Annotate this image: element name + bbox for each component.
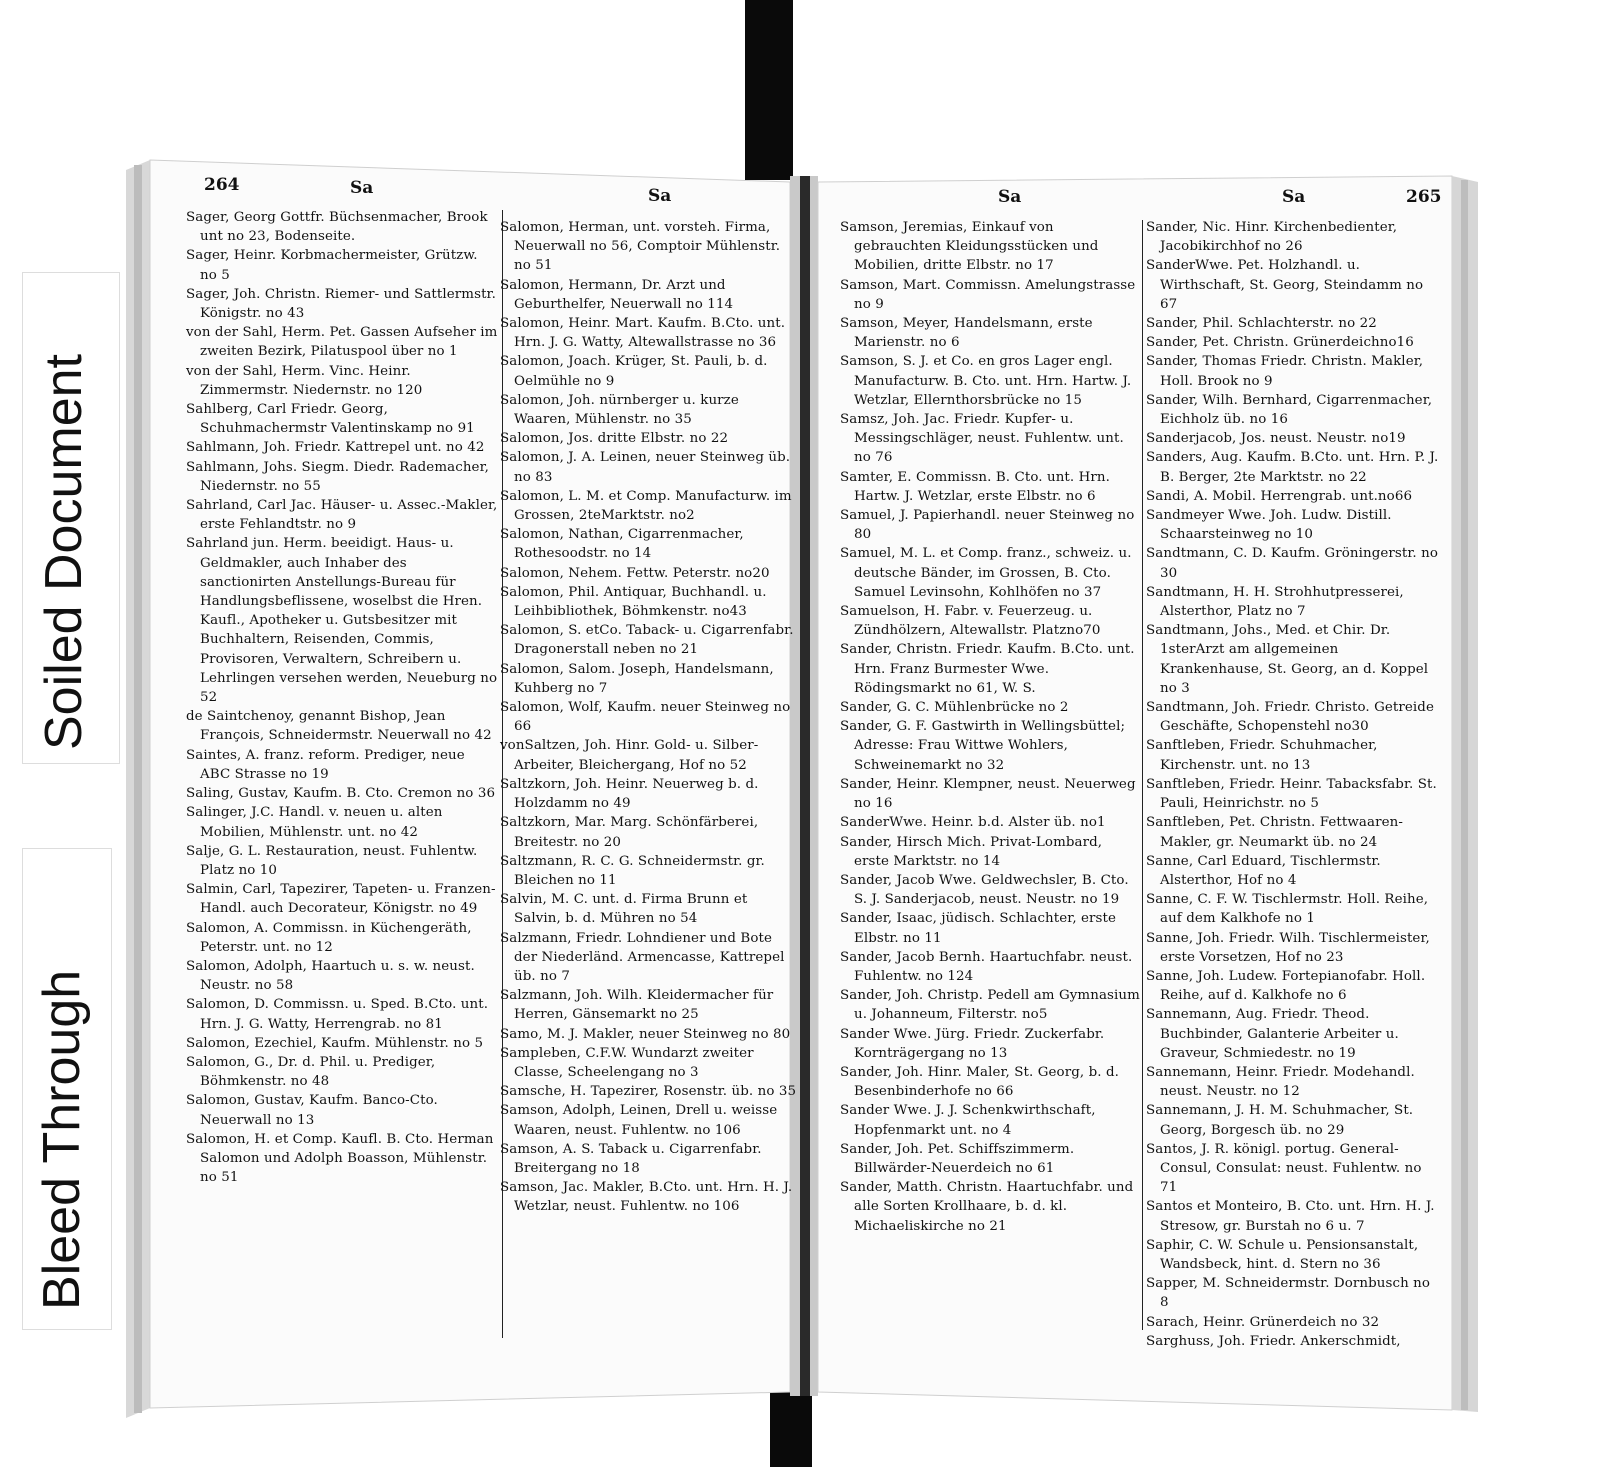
directory-entry: Sander, Phil. Schlachterstr. no 22 [1146, 316, 1377, 332]
directory-entry: Saintes, A. franz. reform. Prediger, neue ABC Strasse no 19 [186, 747, 465, 782]
directory-entry: Samter, E. Commissn. B. Cto. unt. Hrn. Hartw. J. Wetzlar, erste Elbstr. no 6 [840, 469, 1110, 504]
directory-entry: Sandtmann, Johs., Med. et Chir. Dr. 1sterArzt am allgemeinen Krankenhause, St. Georg, an d. Koppel no 3 [1146, 623, 1429, 696]
directory-entry: Salomon, Ezechiel, Kaufm. Mühlenstr. no 5 [186, 1035, 484, 1051]
directory-entry: Salzmann, Friedr. Lohndiener und Bote der Niederländ. Armencasse, Kattrepel üb. no 7 [500, 930, 785, 984]
directory-entry: Salomon, Herman, unt. vorsteh. Firma, Neuerwall no 56, Comptoir Mühlenstr. no 51 [500, 220, 781, 274]
directory-entry: Salomon, Nehem. Fettw. Peterstr. no20 [500, 565, 770, 581]
directory-entry: Samuel, J. Papierhandl. neuer Steinweg no 80 [840, 508, 1135, 543]
left-page-column-2 [500, 218, 798, 1217]
directory-entry: Sandi, A. Mobil. Herrengrab. unt.no66 [1146, 488, 1413, 504]
directory-entry: Salzmann, Joh. Wilh. Kleidermacher für Herren, Gänsemarkt no 25 [500, 988, 774, 1023]
directory-entry: Samson, Jac. Makler, B.Cto. unt. Hrn. H. J. Wetzlar, neust. Fuhlentw. no 106 [500, 1180, 793, 1215]
directory-entry: Samson, Mart. Commissn. Amelungstrasse no 9 [840, 277, 1136, 312]
directory-entry: vonSaltzen, Joh. Hinr. Gold- u. Silber-Arbeiter, Bleichergang, Hof no 52 [500, 738, 759, 773]
directory-entry: Sander, Matth. Christn. Haartuchfabr. und alle Sorten Krollhaare, b. d. kl. Michaeliskirche no 21 [840, 1180, 1134, 1234]
directory-entry: Samson, Meyer, Handelsmann, erste Marienstr. no 6 [840, 316, 1093, 351]
directory-entry: Sanne, C. F. W. Tischlermstr. Holl. Reihe, auf dem Kalkhofe no 1 [1146, 892, 1429, 927]
directory-entry: Santos et Monteiro, B. Cto. unt. Hrn. H. J. Stresow, gr. Burstah no 6 u. 7 [1146, 1199, 1435, 1234]
directory-entry: Salvin, M. C. unt. d. Firma Brunn et Salvin, b. d. Mühren no 54 [500, 892, 748, 927]
directory-entry: Salomon, Phil. Antiquar, Buchhandl. u. Leihbibliothek, Böhmkenstr. no43 [500, 584, 767, 620]
directory-entry: Salmin, Carl, Tapezirer, Tapeten- u. Franzen-Handl. auch Decorateur, Königstr. no 49 [186, 882, 496, 917]
directory-entry: Sander, Jacob Bernh. Haartuchfabr. neust. Fuhlentw. no 124 [840, 949, 1133, 984]
directory-entry: Sanftleben, Friedr. Schuhmacher, Kirchenstr. unt. no 13 [1146, 738, 1378, 773]
directory-entry: Sannemann, Aug. Friedr. Theod. Buchbinder, Galanterie Arbeiter u. Graveur, Schmiedestr. no 19 [1146, 1007, 1399, 1061]
directory-entry: Salomon, Joach. Krüger, St. Pauli, b. d. Oelmühle no 9 [500, 354, 768, 389]
directory-entry: Sander, Isaac, jüdisch. Schlachter, erste Elbstr. no 11 [840, 911, 1117, 946]
directory-entry: Salomon, H. et Comp. Kaufl. B. Cto. Herman Salomon und Adolph Boasson, Mühlenstr. no 51 [186, 1131, 494, 1186]
directory-entry: Salomon, Hermann, Dr. Arzt und Geburthelfer, Neuerwall no 114 [500, 277, 734, 312]
page-number-left: 264 [204, 175, 240, 195]
running-head-left-col2: Sa [648, 186, 672, 206]
directory-entry: Salomon, G., Dr. d. Phil. u. Prediger, Böhmkenstr. no 48 [186, 1054, 436, 1090]
directory-entry: Samuelson, H. Fabr. v. Feuerzeug. u. Zündhölzern, Altewallstr. Platzno70 [840, 604, 1101, 639]
directory-entry: Sahlmann, Joh. Friedr. Kattrepel unt. no 42 [186, 440, 485, 456]
directory-entry: Sander Wwe. Jürg. Friedr. Zuckerfabr. Kornträgergang no 13 [840, 1026, 1105, 1061]
left-page-column-1 [186, 208, 498, 1187]
directory-entry: Salomon, L. M. et Comp. Manufacturw. im Grossen, 2teMarktstr. no2 [500, 488, 792, 524]
directory-entry: Saltzkorn, Joh. Heinr. Neuerweg b. d. Holzdamm no 49 [500, 776, 759, 812]
directory-entry: Sander, Pet. Christn. Grünerdeichno16 [1146, 335, 1414, 351]
directory-entry: Sannemann, J. H. M. Schuhmacher, St. Georg, Borgesch üb. no 29 [1146, 1103, 1414, 1138]
directory-entry: Salomon, Salom. Joseph, Handelsmann, Kuhberg no 7 [500, 661, 774, 696]
directory-entry: Sanders, Aug. Kaufm. B.Cto. unt. Hrn. P. J. B. Berger, 2te Marktstr. no 22 [1146, 450, 1439, 485]
directory-entry: Sandmeyer Wwe. Joh. Ludw. Distill. Schaarsteinweg no 10 [1146, 508, 1392, 543]
directory-entry: Salomon, Joh. nürnberger u. kurze Waaren, Mühlenstr. no 35 [500, 392, 739, 428]
directory-entry: Sander, Wilh. Bernhard, Cigarrenmacher, Eichholz üb. no 16 [1146, 392, 1433, 428]
directory-entry: Sanne, Joh. Friedr. Wilh. Tischlermeister, erste Vorsetzen, Hof no 23 [1146, 930, 1430, 965]
directory-entry: Sampleben, C.F.W. Wundarzt zweiter Classe, Scheelengang no 3 [500, 1045, 754, 1080]
directory-entry: Sannemann, Heinr. Friedr. Modehandl. neust. Neustr. no 12 [1146, 1064, 1415, 1100]
directory-entry: Salomon, Jos. dritte Elbstr. no 22 [500, 431, 729, 447]
directory-entry: Sander, Joh. Pet. Schiffszimmerm. Billwärder-Neuerdeich no 61 [840, 1141, 1075, 1176]
directory-entry: Sarghuss, Joh. Friedr. Ankerschmidt, [1146, 1333, 1401, 1349]
directory-entry: Sanderjacob, Jos. neust. Neustr. no19 [1146, 431, 1406, 447]
directory-entry: Salomon, J. A. Leinen, neuer Steinweg üb. no 83 [500, 450, 791, 485]
directory-entry: Samsz, Joh. Jac. Friedr. Kupfer- u. Messingschläger, neust. Fuhlentw. unt. no 76 [840, 412, 1124, 466]
directory-entry: Sahrland, Carl Jac. Häuser- u. Assec.-Makler, erste Fehlandtstr. no 9 [186, 498, 498, 533]
directory-entry: Sander, Christn. Friedr. Kaufm. B.Cto. unt. Hrn. Franz Burmester Wwe. Rödingsmarkt no 61, W. S. [840, 642, 1135, 696]
directory-entry: Sander, G. F. Gastwirth in Wellingsbüttel; Adresse: Frau Wittwe Wohlers, Schweinemarkt no 32 [840, 719, 1126, 773]
directory-entry: Sapper, M. Schneidermstr. Dornbusch no 8 [1146, 1276, 1431, 1311]
binding-tape-bottom [770, 1392, 812, 1467]
directory-entry: Samson, Jeremias, Einkauf von gebrauchten Kleidungsstücken und Mobilien, dritte Elbstr. no 17 [840, 220, 1099, 274]
directory-entry: Salinger, J.C. Handl. v. neuen u. alten Mobilien, Mühlenstr. unt. no 42 [186, 805, 443, 840]
directory-entry: Samson, Adolph, Leinen, Drell u. weisse Waaren, neust. Fuhlentw. no 106 [500, 1103, 778, 1138]
directory-entry: Samuel, M. L. et Comp. franz., schweiz. u. deutsche Bänder, im Grossen, B. Cto. Samuel Levinsohn, Kohlhöfen no 37 [840, 546, 1132, 600]
directory-entry: Saling, Gustav, Kaufm. B. Cto. Cremon no 36 [186, 786, 496, 802]
directory-entry: Sander, Jacob Wwe. Geldwechsler, B. Cto. S. J. Sanderjacob, neust. Neustr. no 19 [840, 872, 1129, 908]
directory-entry: Sander, Nic. Hinr. Kirchenbedienter, Jacobikirchhof no 26 [1146, 220, 1398, 255]
directory-entry: Sander, Thomas Friedr. Christn. Makler, Holl. Brook no 9 [1146, 354, 1424, 389]
page-number-right: 265 [1406, 187, 1442, 207]
directory-entry: Salje, G. L. Restauration, neust. Fuhlentw. Platz no 10 [186, 843, 478, 878]
directory-entry: SanderWwe. Pet. Holzhandl. u. Wirthschaft, St. Georg, Steindamm no 67 [1146, 258, 1424, 312]
right-page-column-1 [840, 218, 1140, 1236]
column-divider-right [1142, 220, 1143, 1330]
directory-entry: Sanftleben, Friedr. Heinr. Tabacksfabr. St. Pauli, Heinrichstr. no 5 [1146, 776, 1437, 812]
directory-entry: Sander, G. C. Mühlenbrücke no 2 [840, 700, 1069, 716]
directory-entry: Salomon, Heinr. Mart. Kaufm. B.Cto. unt. Hrn. J. G. Watty, Altewallstrasse no 36 [500, 316, 786, 351]
directory-entry: Sander, Hirsch Mich. Privat-Lombard, erste Marktstr. no 14 [840, 834, 1103, 869]
directory-entry: von der Sahl, Herm. Vinc. Heinr. Zimmermstr. Niedernstr. no 120 [186, 363, 423, 398]
directory-entry: Sandtmann, C. D. Kaufm. Gröningerstr. no 30 [1146, 546, 1438, 581]
directory-entry: Sanne, Joh. Ludew. Fortepianofabr. Holl. Reihe, auf d. Kalkhofe no 6 [1146, 968, 1426, 1004]
right-page-column-2 [1146, 218, 1442, 1351]
directory-entry: Sander, Joh. Christp. Pedell am Gymnasium u. Johanneum, Filterstr. no5 [840, 988, 1140, 1023]
directory-entry: Salomon, Adolph, Haartuch u. s. w. neust. Neustr. no 58 [186, 958, 475, 994]
directory-entry: Salomon, S. etCo. Taback- u. Cigarrenfabr. Dragonerstall neben no 21 [500, 623, 794, 658]
directory-entry: Salomon, D. Commissn. u. Sped. B.Cto. unt. Hrn. J. G. Watty, Herrengrab. no 81 [186, 997, 489, 1032]
directory-entry: von der Sahl, Herm. Pet. Gassen Aufseher im zweiten Bezirk, Pilatuspool über no 1 [186, 325, 498, 360]
directory-entry: Sahlmann, Johs. Siegm. Diedr. Rademacher, Niedernstr. no 55 [186, 459, 489, 494]
directory-entry: Sanftleben, Pet. Christn. Fettwaaren-Makler, gr. Neumarkt üb. no 24 [1146, 815, 1403, 850]
directory-entry: Sager, Heinr. Korbmachermeister, Grützw. no 5 [186, 248, 478, 283]
directory-entry: Sahlberg, Carl Friedr. Georg, Schuhmachermstr Valentinskamp no 91 [186, 402, 475, 437]
directory-entry: Santos, J. R. königl. portug. General-Consul, Consulat: neust. Fuhlentw. no 71 [1146, 1141, 1422, 1196]
directory-entry: Saltzkorn, Mar. Marg. Schönfärberei, Breitestr. no 20 [500, 815, 759, 850]
directory-entry: Salomon, Gustav, Kaufm. Banco-Cto. Neuerwall no 13 [186, 1093, 438, 1128]
directory-entry: Sager, Joh. Christn. Riemer- und Sattlermstr. Königstr. no 43 [186, 286, 496, 322]
directory-entry: Sander, Heinr. Klempner, neust. Neuerweg no 16 [840, 776, 1136, 812]
directory-entry: Samsche, H. Tapezirer, Rosenstr. üb. no 35 [500, 1084, 797, 1100]
directory-entry: Samson, A. S. Taback u. Cigarrenfabr. Breitergang no 18 [500, 1141, 762, 1176]
directory-entry: Sandtmann, H. H. Strohhutpresserei, Alsterthor, Platz no 7 [1146, 584, 1404, 620]
soiled-document-label: Soiled Document [35, 354, 93, 750]
directory-entry: de Saintchenoy, genannt Bishop, Jean François, Schneidermstr. Neuerwall no 42 [186, 709, 492, 744]
directory-entry: Samo, M. J. Makler, neuer Steinweg no 80 [500, 1026, 791, 1042]
directory-entry: SanderWwe. Heinr. b.d. Alster üb. no1 [840, 815, 1106, 831]
running-head-right-col1: Sa [998, 187, 1022, 207]
directory-entry: Sander, Joh. Hinr. Maler, St. Georg, b. d. Besenbinderhofe no 66 [840, 1064, 1120, 1100]
directory-entry: Salomon, A. Commissn. in Küchengeräth, Peterstr. unt. no 12 [186, 920, 472, 955]
directory-entry: Sandtmann, Joh. Friedr. Christo. Getreide Geschäfte, Schopenstehl no30 [1146, 700, 1435, 735]
directory-entry: Saphir, C. W. Schule u. Pensionsanstalt, Wandsbeck, hint. d. Stern no 36 [1146, 1237, 1419, 1272]
directory-entry: Sanne, Carl Eduard, Tischlermstr. Alsterthor, Hof no 4 [1146, 853, 1381, 888]
directory-entry: Salomon, Wolf, Kaufm. neuer Steinweg no 66 [500, 700, 791, 735]
directory-entry: Salomon, Nathan, Cigarrenmacher, Rothesoodstr. no 14 [500, 527, 744, 562]
directory-entry: Sarach, Heinr. Grünerdeich no 32 [1146, 1314, 1380, 1330]
directory-entry: Saltzmann, R. C. G. Schneidermstr. gr. Bleichen no 11 [500, 853, 765, 888]
running-head-right-col2: Sa [1282, 187, 1306, 207]
running-head-left-col1: Sa [350, 178, 374, 198]
directory-entry: Samson, S. J. et Co. en gros Lager engl. Manufacturw. B. Cto. unt. Hrn. Hartw. J. Wetzlar, Ellernthorsbrücke no 15 [840, 354, 1132, 408]
directory-entry: Sander Wwe. J. J. Schenkwirthschaft, Hopfenmarkt unt. no 4 [840, 1103, 1096, 1138]
directory-entry: Sager, Georg Gottfr. Büchsenmacher, Brook unt no 23, Bodenseite. [186, 210, 488, 245]
directory-entry: Sahrland jun. Herm. beeidigt. Haus- u. Geldmakler, auch Inhaber des sanctionirten Anstellungs-Bureau für Handlungsbeflissene, woselbst die Hren. Kaufl., Apotheker u. Gutsbesitzer mit Buchhaltern, Reisenden, Commis, Provisoren, Verwaltern, Schreibern u. Lehrlingen versehen werden, Neueburg no 52 [186, 536, 498, 706]
bleed-through-label: Bleed Through [33, 969, 91, 1310]
binding-tape-top [745, 0, 793, 180]
